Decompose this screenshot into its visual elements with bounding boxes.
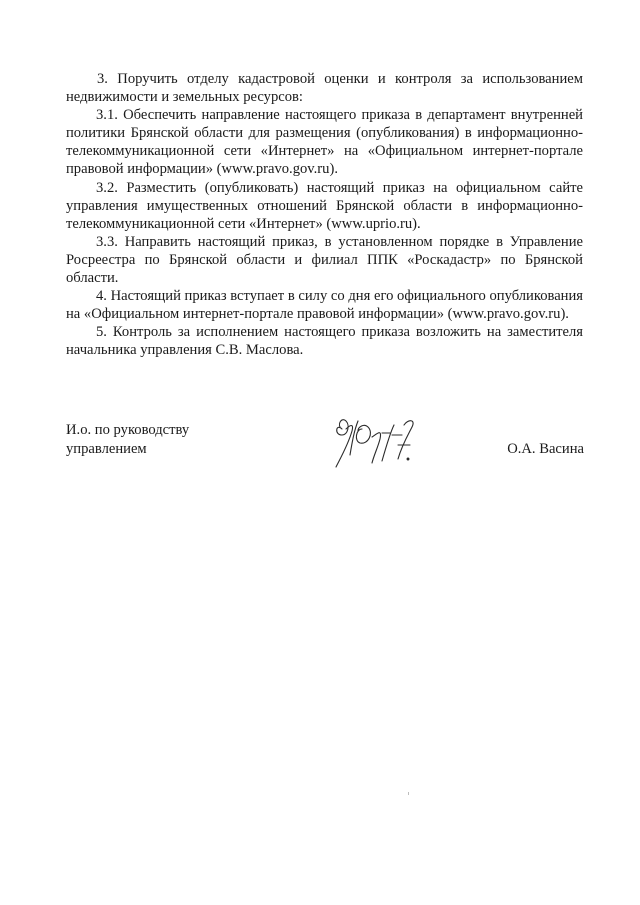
paragraph-3-1: 3.1. Обеспечить направление настоящего приказа в департамент внутренней политики Брянской области для размещения (опубликования) в информационно-телекоммуникационной сети «Интернет» на «Официальном интернет-портале правовой информации» (www.pravo.gov.ru). — [66, 107, 583, 178]
document-body — [66, 70, 583, 360]
signer-name: О.А. Васина — [507, 441, 584, 457]
signature-block — [66, 421, 586, 481]
paragraph-5: 5. Контроль за исполнением настоящего приказа возложить на заместителя начальника управления С.В. Маслова. — [66, 324, 583, 359]
signer-title-line-1: И.о. по руководству — [66, 422, 190, 438]
paragraph-4: 4. Настоящий приказ вступает в силу со дня его официального опубликования на «Официальном интернет-портале правовой информации» (www.pravo.gov.ru). — [66, 288, 583, 323]
signer-title — [66, 421, 266, 459]
paragraph-3: 3. Поручить отделу кадастровой оценки и контроля за использованием недвижимости и земельных ресурсов: — [66, 71, 583, 106]
handwritten-signature — [328, 415, 438, 471]
paragraph-3-2: 3.2. Разместить (опубликовать) настоящий приказ на официальном сайте управления имущественных отношений Брянской области в информационно-телекоммуникационной сети «Интернет» (www.uprio.ru). — [66, 179, 583, 232]
paragraph-3-3: 3.3. Направить настоящий приказ, в установленном порядке в Управление Росреестра по Брянской области и филиал ППК «Роскадастр» по Брянской области. — [66, 233, 583, 287]
scan-speck — [408, 792, 409, 795]
signer-title-line-2: управлением — [66, 441, 147, 457]
